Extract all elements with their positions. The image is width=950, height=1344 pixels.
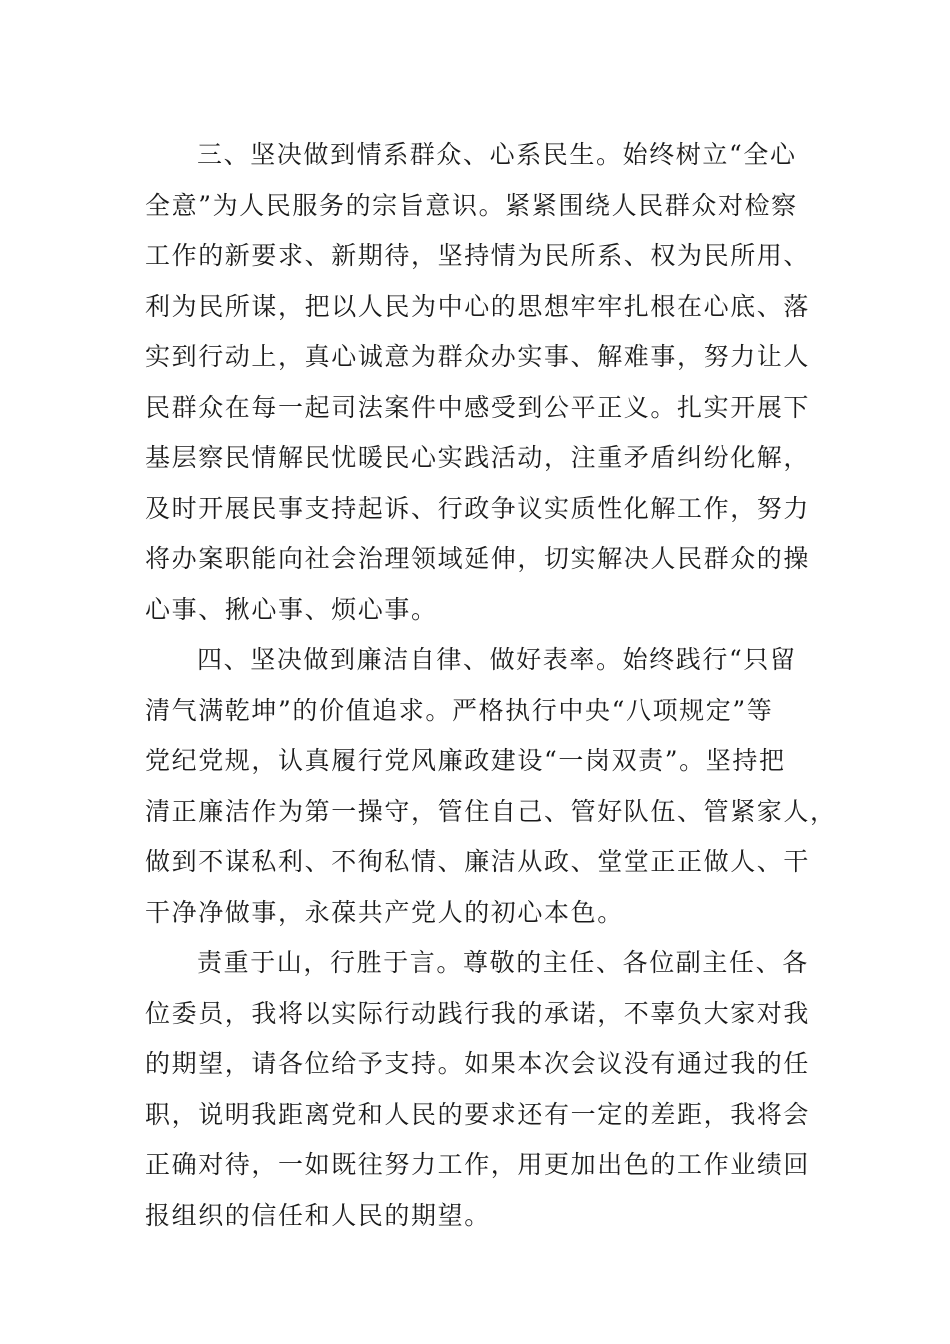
paragraph-closing bbox=[145, 938, 811, 1241]
text-line: 实到行动上，真心诚意为群众办实事、解难事，努力让人 bbox=[145, 342, 811, 371]
paragraph-section-three bbox=[145, 130, 811, 635]
text-line: 的期望，请各位给予支持。如果本次会议没有通过我的任 bbox=[145, 1049, 811, 1078]
text-line: 民群众在每一起司法案件中感受到公平正义。扎实开展下 bbox=[145, 392, 811, 422]
text-line: 心事、揪心事、烦心事。 bbox=[145, 594, 438, 624]
text-line: 将办案职能向社会治理领域延伸，切实解决人民群众的操 bbox=[145, 544, 811, 573]
text-line: 四、坚决做到廉洁自律、做好表率。始终践行“只留 bbox=[197, 645, 797, 674]
text-line: 全意”为人民服务的宗旨意识。紧紧围绕人民群众对检察 bbox=[145, 190, 798, 220]
text-line: 工作的新要求、新期待，坚持情为民所系、权为民所用、 bbox=[145, 241, 811, 270]
text-line: 报组织的信任和人民的期望。 bbox=[145, 1200, 491, 1230]
text-line: 基层察民情解民忧暖民心实践活动，注重矛盾纠纷化解， bbox=[145, 443, 811, 472]
text-line: 党纪党规，认真履行党风廉政建设“一岗双责”。坚持把 bbox=[145, 746, 786, 775]
paragraph-section-four bbox=[145, 635, 837, 938]
text-line: 清气满乾坤”的价值追求。严格执行中央“八项规定”等 bbox=[145, 695, 774, 725]
text-line: 干净净做事，永葆共产党人的初心本色。 bbox=[145, 897, 624, 927]
text-line: 及时开展民事支持起诉、行政争议实质性化解工作，努力 bbox=[145, 493, 811, 523]
text-line: 做到不谋私利、不徇私情、廉洁从政、堂堂正正做人、干 bbox=[145, 847, 811, 876]
text-line: 正确对待，一如既往努力工作，用更加出色的工作业绩回 bbox=[145, 1150, 811, 1179]
text-line: 利为民所谋，把以人民为中心的思想牢牢扎根在心底、落 bbox=[145, 291, 811, 321]
text-line: 清正廉洁作为第一操守，管住自己、管好队伍、管紧家人， bbox=[145, 796, 837, 826]
text-line: 三、坚决做到情系群众、心系民生。始终树立“全心 bbox=[197, 140, 797, 169]
text-line: 职，说明我距离党和人民的要求还有一定的差距，我将会 bbox=[145, 1099, 811, 1129]
text-line: 责重于山，行胜于言。尊敬的主任、各位副主任、各 bbox=[197, 948, 809, 977]
text-line: 位委员，我将以实际行动践行我的承诺，不辜负大家对我 bbox=[145, 998, 811, 1028]
document-body bbox=[145, 130, 837, 1241]
